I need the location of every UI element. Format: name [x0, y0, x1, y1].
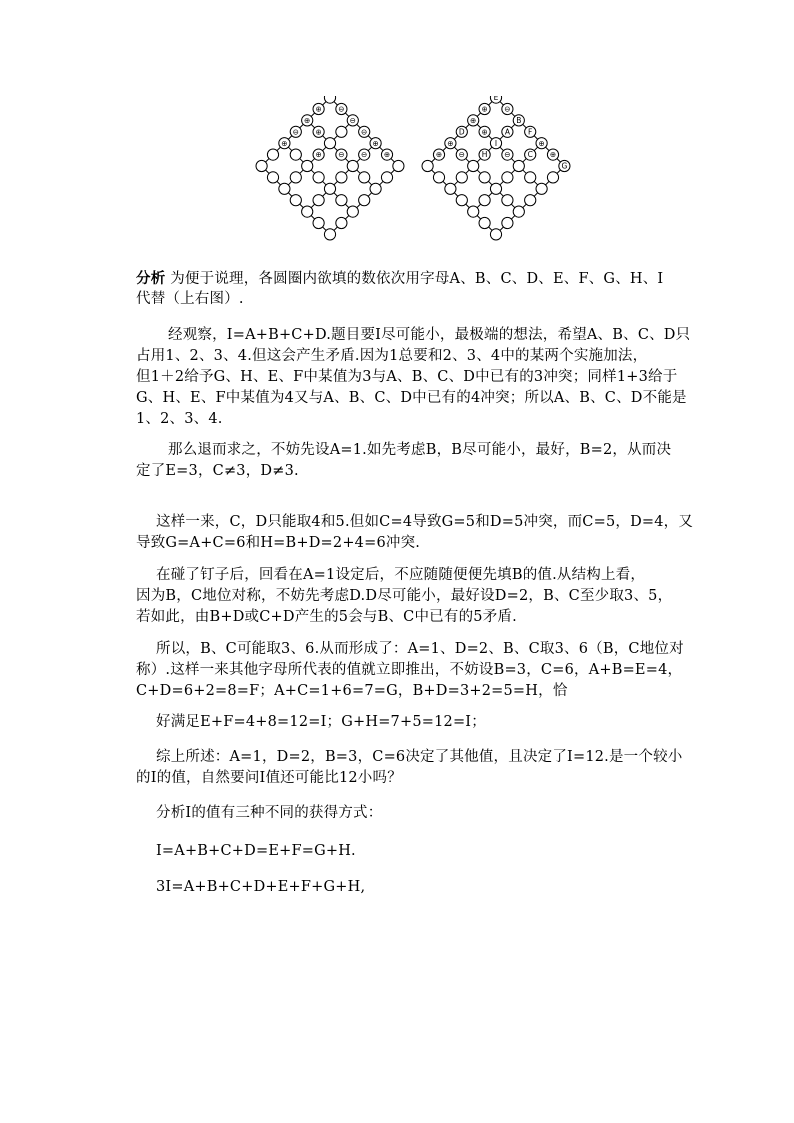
node-label: F	[528, 127, 533, 137]
grid-node	[347, 115, 358, 126]
grid-node	[433, 149, 444, 160]
paragraph-rethink-line3: 若如此，由B+D或C+D产生的5会与B、C中已有的5矛盾.	[136, 609, 517, 625]
paragraph-satisfies: 好满足E+F=4+8=12=I；G+H=7+5=12=I；	[156, 714, 486, 730]
node-label: D	[458, 127, 465, 137]
grid-node	[313, 172, 324, 183]
grid-node	[359, 172, 370, 183]
node-label: H	[481, 150, 488, 160]
paragraph-solution-line3: C+D=6+2=8=F；A+C=1+6=7=G，B+D=3+2=5=H，恰	[136, 683, 568, 699]
paragraph-solution-line1: 所以，B、C可能取3、6.从而形成了：A=1、D=2、B、C取3、6（B，C地位对	[156, 641, 684, 657]
equation-line-2: 3I=A+B+C+D+E+F+G+H,	[156, 879, 366, 895]
grid-node	[336, 149, 347, 160]
grid-node	[525, 149, 536, 160]
grid-node	[313, 149, 324, 160]
grid-node	[536, 138, 547, 149]
grid-node	[370, 138, 381, 149]
grid-node	[302, 160, 313, 171]
node-label: ⊕	[315, 127, 322, 137]
grid-node	[479, 217, 490, 228]
grid-node	[359, 149, 370, 160]
grid-node	[256, 160, 267, 171]
grid-node	[324, 229, 335, 240]
paragraph-conflict-line2: 导致G=A+C=6和H=B+D=2+4=6冲突.	[136, 535, 421, 551]
grid-node	[313, 103, 324, 114]
grid-node	[525, 172, 536, 183]
node-label: ⊖	[338, 104, 345, 114]
paragraph-rethink-line2: 因为B，C地位对称，不妨先考虑D.D尽可能小，最好设D=2，B、C至少取3、5，	[136, 588, 673, 604]
node-label: ⊕	[538, 138, 545, 148]
node-label: ⊕	[549, 150, 557, 160]
node-label: ⊕	[481, 127, 488, 137]
equation-line-1: I=A+B+C+D=E+F=G+H.	[156, 843, 356, 859]
grid-node	[336, 195, 347, 206]
grid-node	[336, 172, 347, 183]
grid-node	[479, 103, 490, 114]
grid-node	[479, 149, 490, 160]
grid-node	[336, 103, 347, 114]
paragraph-retreat-line2: 定了E=3，C≠3，D≠3.	[136, 463, 299, 479]
analysis-heading: 分析	[136, 270, 166, 287]
grid-node	[490, 229, 501, 240]
paragraph-observation-line3: 但1＋2给予G、H、E、F中某值为3与A、B、C、D中已有的3冲突；同样1+3给于	[136, 369, 678, 385]
grid-node	[456, 195, 467, 206]
node-label: E	[493, 96, 499, 103]
grid-node	[279, 138, 290, 149]
node-label: ⊕	[447, 138, 454, 148]
node-label: G	[561, 161, 568, 171]
grid-node	[347, 206, 358, 217]
grid-node	[479, 195, 490, 206]
grid-node	[490, 96, 501, 103]
grid-node	[513, 115, 524, 126]
node-label: ⊖	[504, 104, 511, 114]
paragraph-observation-line5: 1、2、3、4.	[136, 411, 223, 427]
grid-node	[302, 206, 313, 217]
grid-node	[381, 149, 392, 160]
grid-node	[336, 217, 347, 228]
grid-node	[381, 172, 392, 183]
node-label: ⊖	[504, 150, 511, 160]
paragraph-conflict-line1: 这样一来，C，D只能取4和5.但如C=4导致G=5和D=5冲突，而C=5，D=4，又	[156, 514, 694, 530]
grid-node	[324, 138, 335, 149]
grid-node	[502, 195, 513, 206]
node-label: ⊖	[458, 150, 465, 160]
node-label: ⊕	[470, 116, 477, 125]
grid-node	[290, 126, 301, 137]
grid-node	[433, 172, 444, 183]
grid-node	[359, 126, 370, 137]
grid-node	[313, 126, 324, 137]
grid-node	[502, 103, 513, 114]
node-label: ⊕	[315, 150, 322, 160]
node-label: ⊖	[292, 127, 299, 137]
grid-node	[393, 160, 404, 171]
grid-node	[513, 160, 524, 171]
grid-node	[324, 96, 335, 103]
text: 为便于说理，各圆圈内欲填的数依次用字母A、B、C、D、E、F、G、H、I	[170, 271, 664, 287]
node-label: ⊕	[383, 150, 391, 160]
paragraph-observation-line1: 经观察，I=A+B+C+D.题目要I尽可能小，最极端的想法，希望A、B、C、D只	[168, 327, 691, 343]
grid-node	[324, 183, 335, 194]
grid-node	[445, 138, 456, 149]
grid-node	[347, 160, 358, 171]
grid-node	[445, 183, 456, 194]
grid-node	[502, 126, 513, 137]
node-label: ⊕	[435, 150, 443, 160]
grid-node	[490, 138, 501, 149]
grid-node	[536, 183, 547, 194]
node-label: C	[527, 150, 533, 160]
grid-node	[267, 149, 278, 160]
paragraph-three-ways: 分析I的值有三种不同的获得方式：	[156, 805, 383, 821]
node-label: A	[504, 127, 510, 137]
grid-node	[456, 172, 467, 183]
node-label: ⊕	[315, 104, 322, 114]
grid-node	[502, 217, 513, 228]
paragraph-analysis-line1	[136, 268, 663, 290]
node-label: ⊕	[481, 104, 488, 114]
grid-node	[290, 172, 301, 183]
paragraph-observation-line4: G、H、E、F中某值为4又与A、B、C、D中已有的4冲突；所以A、B、C、D不能是	[136, 390, 687, 406]
grid-node	[490, 183, 501, 194]
paragraph-observation-line2: 占用1、2、3、4.但这会产生矛盾.因为1总要和2、3、4中的某两个实施加法，	[136, 348, 648, 364]
grid-node	[359, 195, 370, 206]
grid-node	[468, 160, 479, 171]
grid-node	[267, 172, 278, 183]
grid-node	[502, 149, 513, 160]
grid-node	[479, 126, 490, 137]
grid-node	[290, 149, 301, 160]
node-label: ⊖	[361, 127, 368, 137]
lettered-grid-diagram-right	[418, 96, 574, 248]
node-label: B	[516, 116, 522, 125]
node-label: ⊕	[304, 116, 311, 125]
grid-node	[468, 206, 479, 217]
grid-node	[279, 183, 290, 194]
grid-node	[525, 195, 536, 206]
paragraph-solution-line2: 称）.这样一来其他字母所代表的值就立即推出，不妨设B=3，C=6，A+B=E=4，	[136, 662, 683, 678]
grid-node	[525, 126, 536, 137]
grid-node	[370, 183, 381, 194]
grid-node	[336, 126, 347, 137]
paragraph-rethink-line1: 在碰了钉子后，回看在A=1设定后，不应随随便便先填B的值.从结构上看，	[156, 567, 646, 583]
grid-node	[468, 115, 479, 126]
grid-node	[302, 115, 313, 126]
paragraph-analysis-line2: 代替（上右图）.	[136, 291, 244, 307]
paragraph-retreat-line1: 那么退而求之，不妨先设A=1.如先考虑B，B尽可能小，最好，B=2，从而决	[168, 442, 672, 458]
node-label: I	[494, 138, 498, 148]
node-label: ⊖	[349, 116, 356, 125]
grid-node	[313, 195, 324, 206]
node-label: ⊖	[338, 150, 345, 160]
grid-node	[313, 217, 324, 228]
paragraph-summary-line2: 的I的值，自然要问I值还可能比12小吗？	[136, 770, 402, 786]
paragraph-summary-line1: 综上所述：A=1，D=2，B=3，C=6决定了其他值，且决定了I=12.是一个较小	[156, 749, 683, 765]
node-label: ⊕	[372, 138, 379, 148]
node-label: ⊕	[281, 138, 288, 148]
number-grid-diagram-left	[252, 96, 408, 248]
node-label: ⊖	[361, 150, 368, 160]
grid-node	[456, 126, 467, 137]
grid-node	[547, 172, 558, 183]
grid-node	[502, 172, 513, 183]
grid-node	[422, 160, 433, 171]
grid-node	[513, 206, 524, 217]
grid-node	[547, 149, 558, 160]
grid-node	[559, 160, 570, 171]
grid-node	[479, 172, 490, 183]
grid-node	[290, 195, 301, 206]
grid-node	[456, 149, 467, 160]
